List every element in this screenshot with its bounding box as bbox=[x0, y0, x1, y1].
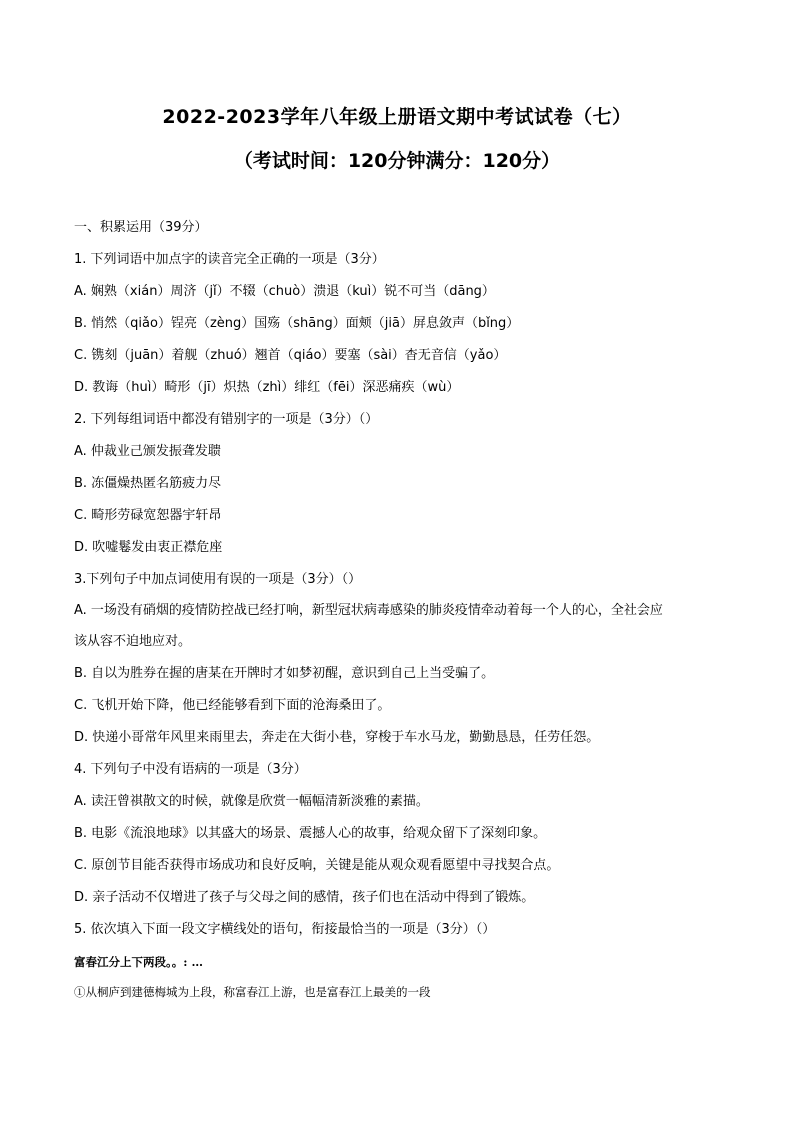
question-3: 3.下列句子中加点词使用有误的一项是（3分）（） bbox=[74, 572, 362, 587]
question-2-option-a: A. 仲裁业己颁发振聋发聩 bbox=[74, 444, 221, 459]
question-4-option-b: B. 电影《流浪地球》以其盛大的场景、震撼人心的故事，给观众留下了深刻印象。 bbox=[74, 826, 547, 841]
question-1: 1. 下列词语中加点字的读音完全正确的一项是（3分） bbox=[74, 252, 385, 267]
question-3-option-a-continued: 该从容不迫地应对。 bbox=[74, 634, 192, 649]
question-1-option-a: A. 娴熟（xián）周济（jǐ）不辍（chuò）溃退（kuì）锐不可当（dāng） bbox=[74, 284, 495, 299]
question-3-option-c: C. 飞机开始下降，他已经能够看到下面的沧海桑田了。 bbox=[74, 698, 391, 713]
question-3-option-b: B. 自以为胜券在握的唐某在开牌时才如梦初醒，意识到自己上当受骗了。 bbox=[74, 666, 495, 681]
passage-line-2: ①从桐庐到建德梅城为上段，称富春江上游，也是富春江上最美的一段 bbox=[74, 985, 431, 999]
passage-line-1: 富春江分上下两段。。: … bbox=[74, 955, 203, 969]
question-2-option-b: B. 冻僵燥热匿名筋疲力尽 bbox=[74, 476, 222, 491]
question-1-option-b: B. 悄然（qiǎo）锃亮（zèng）国殇（shāng）面颊（jiā）屏息敛声（bǐng） bbox=[74, 316, 520, 331]
question-5: 5. 依次填入下面一段文字横线处的语句，衔接最恰当的一项是（3分）（） bbox=[74, 922, 496, 937]
question-1-option-d: D. 教诲（huì）畸形（jī）炽热（zhì）绯红（fēi）深恶痛疾（wù） bbox=[74, 380, 460, 395]
question-1-option-c: C. 镌刻（juān）着舰（zhuó）翘首（qiáo）要塞（sài）杳无音信（yǎo） bbox=[74, 348, 507, 363]
question-2: 2. 下列每组词语中都没有错别字的一项是（3分）（） bbox=[74, 412, 379, 427]
question-4-option-c: C. 原创节目能否获得市场成功和良好反响，关键是能从观众观看愿望中寻找契合点。 bbox=[74, 858, 560, 873]
exam-subtitle: （考试时间：120分钟满分：120分） bbox=[233, 150, 561, 172]
question-4: 4. 下列句子中没有语病的一项是（3分） bbox=[74, 762, 307, 777]
question-2-option-d: D. 吹嘘鬈发由衷正襟危座 bbox=[74, 540, 223, 555]
question-3-option-d: D. 快递小哥常年风里来雨里去，奔走在大街小巷，穿梭于车水马龙，勤勤恳恳，任劳任怨。 bbox=[74, 730, 600, 745]
question-4-option-d: D. 亲子活动不仅增进了孩子与父母之间的感情，孩子们也在活动中得到了锻炼。 bbox=[74, 890, 535, 905]
question-2-option-c: C. 畸形劳碌宽恕器宇轩昂 bbox=[74, 508, 222, 523]
question-4-option-a: A. 读汪曾祺散文的时候，就像是欣赏一幅幅清新淡雅的素描。 bbox=[74, 794, 429, 809]
question-3-option-a: A. 一场没有硝烟的疫情防控战已经打响，新型冠状病毒感染的肺炎疫情牵动着每一个人的心，全社会应 bbox=[74, 603, 663, 618]
exam-title: 2022-2023学年八年级上册语文期中考试试卷（七） bbox=[162, 106, 632, 128]
section-heading: 一、积累运用（39分） bbox=[74, 220, 208, 235]
